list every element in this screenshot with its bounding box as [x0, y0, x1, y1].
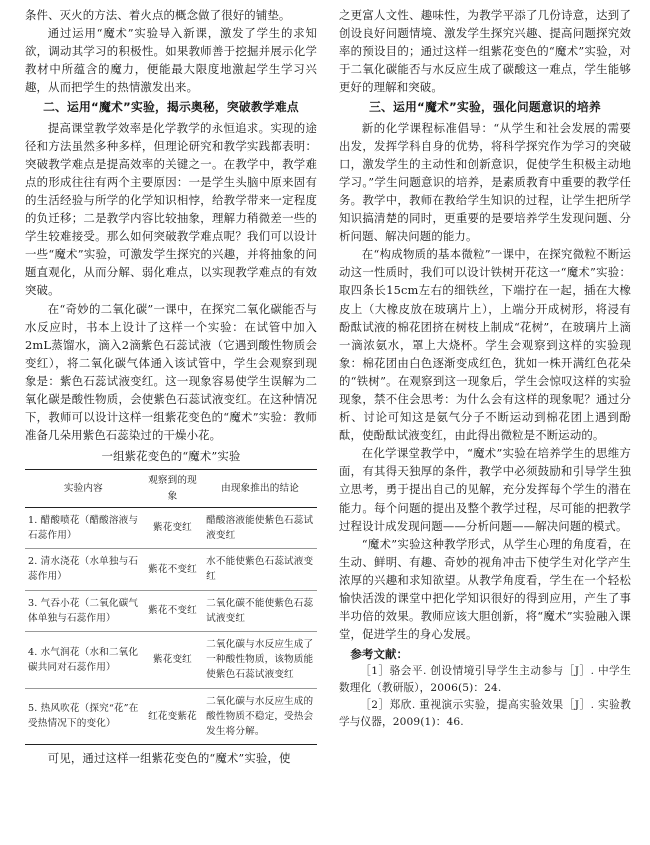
- table-cell: 5. 热风吹花（探究“花”在受热情况下的变化）: [28, 703, 139, 730]
- table-cell: 紫花变红: [142, 507, 203, 548]
- reference-item: ［1］骆会平. 创设情境引导学生主动参与［J］. 中学生数理化（教研版），2006(5)：24.: [339, 665, 631, 695]
- table-cell: 二氧化碳不能使紫色石蕊试液变红: [203, 590, 317, 631]
- table-cell: 1. 醋酸喷花（醋酸溶液与石蕊作用）: [25, 507, 142, 548]
- table-caption: 一组紫花变色的“魔术”实验: [101, 449, 241, 464]
- table-cell: 3. 气吞小花（二氧化碳气体单独与石蕊作用）: [25, 590, 142, 631]
- table-cell: 二氧化碳与水反应生成了一种酸性物质，该物质能使紫色石蕊试液变红: [203, 631, 317, 688]
- paragraph: 条件、灭火的方法、着火点的概念做了很好的铺垫。: [25, 8, 291, 22]
- table-row: [25, 590, 317, 631]
- table-row: [25, 507, 317, 548]
- table-cell: 醋酸溶液能使紫色石蕊试液变红: [203, 507, 317, 548]
- table-cell: 紫花变红: [142, 631, 203, 688]
- left-column: [25, 6, 317, 767]
- section-heading: 三、运用“魔术”实验，强化问题意识的培养: [369, 100, 601, 115]
- column-header: 由现象推出的结论: [203, 470, 317, 507]
- table-cell: 紫花不变红: [142, 590, 203, 631]
- paragraph: 在“构成物质的基本微粒”一课中，在探究微粒不断运动这一性质时，我们可以设计铁树开花这一“魔术”实验：取四条长15cm左右的细铁丝，下端拧在一起，插在大橡皮上（大橡皮放在玻璃片上），上端分开成树形，将浸有酚酞试液的棉花团挤在树枝上制成“花树”，在玻璃片上滴一滴浓氨水，罩上大烧杯。学生会观察到这样的实验现象：棉花团由白色逐渐变成红色，犹如一株开满红色花朵的“铁树”。在观察到这一现象后，学生会惊叹这样的实验现象，禁不住会思考：为什么会有这样的现象呢？通过分析、讨论可知这是氨气分子不断运动到棉花团上遇到酚酞，使酚酞试液变红，由此得出微粒是不断运动的。: [339, 247, 631, 443]
- paragraph: 在化学课堂教学中，“魔术”实验在培养学生的思维方面，有其得天独厚的条件，教学中必须鼓励和引导学生独立思考，勇于提出自己的见解，充分发挥每个学生的潜在能力。每个问题的提出及整个教学过程，尽可能的把教学过程设计成发现问题——分析问题——解决问题的模式。: [339, 446, 631, 533]
- experiment-table: [25, 469, 317, 745]
- table-cell: 二氧化碳与水反应生成的酸性物质不稳定，受热会发生将分解。: [206, 695, 314, 737]
- table-cell: 2. 清水浇花（水单独与石蕊作用）: [25, 549, 142, 590]
- paragraph: 通过运用“魔术”实验导入新课，激发了学生的求知欲，调动其学习的积极性。如果教师善于挖掘并展示化学教材中所蕴含的魔力，便能最大限度地激起学生学习兴趣，从而把学生的热情激发出来。: [25, 26, 317, 95]
- paragraph: 在“奇妙的二氧化碳”一课中，在探究二氧化碳能否与水反应时，书本上设计了这样一个实验：在试管中加入2mL蒸馏水，滴入2滴紫色石蕊试液（它遇到酸性物质会变红），将二氧化碳气体通入该试管中，学生会观察到现象是：紫色石蕊试液变红。这一现象容易使学生误解为二氧化碳是酸性物质，会使紫色石蕊试液变红。在这种情况下，教师可以设计这样一组紫花变色的“魔术”实验：教师准备几朵用紫色石蕊染过的干燥小花。: [25, 301, 317, 443]
- section-heading: 二、运用“魔术”实验，揭示奥秘，突破教学难点: [43, 100, 299, 115]
- paragraph: 之更富人文性、趣味性，为教学平添了几份诗意，达到了创设良好问题情境、激发学生探究兴趣、提高问题探究效率的预设目的；通过这样一组紫花变色的“魔术”实验，对于二氧化碳能否与水反应生成了碳酸这一难点，学生能够更好的理解和突破。: [339, 8, 631, 95]
- table-cell: 紫花不变红: [142, 549, 203, 590]
- references-title: 参考文献：: [350, 647, 409, 662]
- column-header: 观察到的现象: [142, 470, 203, 507]
- table-cell: 4. 水气润花（水和二氧化碳共同对石蕊作用）: [25, 631, 142, 688]
- column-header: 实验内容: [25, 470, 142, 507]
- paragraph: 新的化学课程标准倡导：“从学生和社会发展的需要出发，发挥学科自身的优势，将科学探究作为学习的突破口，激发学生的主动性和创新意识，促使学生积极主动地学习。”学生问题意识的培养，是素质教育中重要的教学任务。教学中，教师在教给学生知识的过程，让学生把所学知识搞清楚的同时，更重要的是要培养学生发现问题、分析问题、解决问题的能力。: [339, 120, 631, 244]
- table-row: [25, 688, 317, 745]
- paragraph: 提高课堂教学效率是化学教学的永恒追求。实现的途径和方法虽然多种多样，但理论研究和教学实践都表明：突破教学难点是提高效率的关键之一。在教学中，教学难点的形成往往有两个主要原因：一是学生头脑中原来固有的生活经验与所学的化学知识相悖，给教学带来一定程度的负迁移；二是教学内容比较抽象，理解力稍微差一些的学生较难接受。那么如何突破教学难点呢？我们可以设计一些“魔术”实验，可激发学生探究的兴趣，并将抽象的问题直观化，从而分解、弱化难点，以实现教学难点的有效突破。: [25, 120, 317, 298]
- table-cell: 红花变紫花: [148, 710, 197, 722]
- paragraph: 可见，通过这样一组紫花变色的“魔术”实验，使: [47, 751, 291, 766]
- table-row: [25, 549, 317, 590]
- reference-item: ［2］郑欣. 重视演示实验，提高实验效果［J］. 实验教学与仪器，2009(1)：46.: [339, 699, 631, 729]
- table-header-row: [25, 470, 317, 507]
- paragraph: “魔术”实验这种教学形式，从学生心理的角度看，在生动、鲜明、有趣、奇妙的视角冲击下使学生对化学产生浓厚的兴趣和求知欲望。从教学角度看，学生在一个轻松愉快活泼的课堂中把化学知识很好的得到应用，产生了事半功倍的效果。教师应该大胆创新，将“魔术”实验融入课堂，促进学生的身心发展。: [339, 536, 631, 642]
- table-cell: 水不能使紫色石蕊试液变红: [203, 549, 317, 590]
- right-column: [339, 6, 631, 731]
- table-row: [25, 631, 317, 688]
